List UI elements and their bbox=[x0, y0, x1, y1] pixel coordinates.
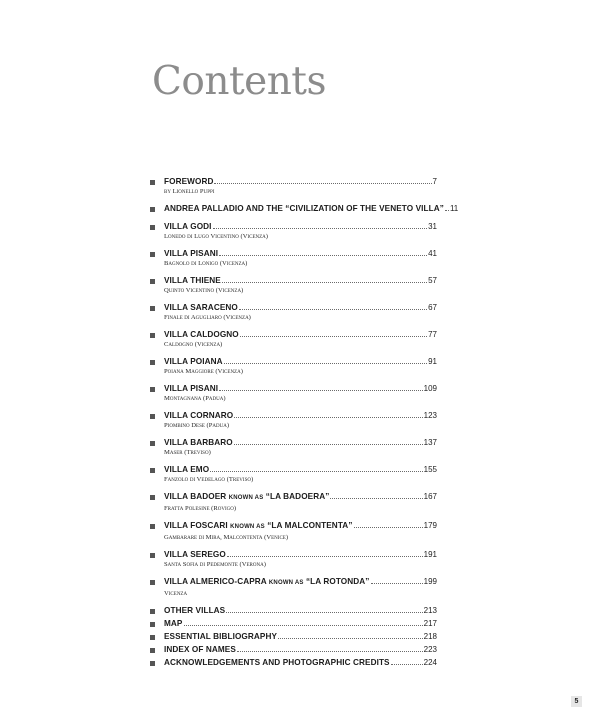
dot-leader bbox=[391, 664, 423, 665]
entry-title-name: VILLA FOSCARI bbox=[164, 521, 228, 530]
entry-subtitle: Piombino Dese (Padua) bbox=[164, 422, 230, 429]
bullet-icon bbox=[150, 279, 155, 284]
page-number: 199 bbox=[423, 577, 437, 586]
bullet-icon bbox=[150, 495, 155, 500]
entry-title: VILLA SEREGO bbox=[164, 550, 226, 559]
bullet-icon bbox=[150, 414, 155, 419]
entry-subtitle: Poiana Maggiore (Vicenza) bbox=[164, 368, 243, 375]
bullet-icon bbox=[150, 524, 155, 529]
page-number: 223 bbox=[423, 645, 437, 654]
page-title: Contents bbox=[152, 59, 326, 104]
bullet-icon bbox=[150, 468, 155, 473]
entry-title: VILLA SARACENO bbox=[164, 303, 238, 312]
toc-entry-bibliography[interactable] bbox=[150, 631, 437, 642]
table-of-contents bbox=[150, 176, 459, 670]
entry-title: VILLA CORNARO bbox=[164, 411, 234, 420]
bullet-icon bbox=[150, 622, 155, 627]
bullet-icon bbox=[150, 609, 155, 614]
entry-subtitle: Finale di Agugliaro (Vicenza) bbox=[164, 314, 251, 321]
entry-title bbox=[164, 491, 329, 504]
bullet-icon bbox=[150, 180, 155, 185]
dot-leader bbox=[354, 527, 423, 528]
page-number: 123 bbox=[423, 411, 437, 420]
toc-entry-index-of-names[interactable] bbox=[150, 644, 437, 655]
dot-leader bbox=[227, 556, 423, 557]
known-as-label: KNOWN AS bbox=[228, 495, 264, 501]
entry-title-name: VILLA ALMERICO-CAPRA bbox=[164, 577, 267, 586]
page-number: 57 bbox=[428, 276, 437, 285]
toc-entry-villa-serego[interactable] bbox=[150, 549, 437, 569]
page-number: 217 bbox=[423, 619, 437, 628]
bullet-icon bbox=[150, 306, 155, 311]
dot-leader bbox=[330, 498, 422, 499]
dot-leader bbox=[213, 228, 428, 229]
bullet-icon bbox=[150, 661, 155, 666]
toc-entry-villa-badoer[interactable] bbox=[150, 491, 437, 513]
dot-leader bbox=[224, 363, 427, 364]
toc-entry-villa-godi[interactable] bbox=[150, 221, 437, 241]
toc-entry-villa-emo[interactable] bbox=[150, 464, 437, 484]
toc-entry-acknowledgements[interactable] bbox=[150, 657, 437, 668]
toc-entry-villa-pisani-montagnana[interactable] bbox=[150, 383, 437, 403]
known-as-label: KNOWN AS bbox=[230, 524, 265, 530]
dot-leader bbox=[222, 282, 427, 283]
entry-title: VILLA PISANI bbox=[164, 249, 219, 258]
dot-leader bbox=[219, 390, 423, 391]
entry-title: ESSENTIAL BIBLIOGRAPHY bbox=[164, 632, 278, 641]
dot-leader bbox=[219, 255, 427, 256]
bullet-icon bbox=[150, 207, 155, 212]
bullet-icon bbox=[150, 333, 155, 338]
bullet-icon bbox=[150, 441, 155, 446]
page-folio: 5 bbox=[571, 696, 582, 707]
entry-subtitle: Maser (Treviso) bbox=[164, 449, 211, 456]
entry-subtitle: Montagnana (Padua) bbox=[164, 395, 226, 402]
entry-title: ANDREA PALLADIO AND THE “CIVILIZATION OF THE VENETO VILLA” bbox=[164, 204, 444, 213]
entry-subtitle: by Lionello Puppi bbox=[164, 188, 215, 195]
toc-entry-villa-almerico-capra[interactable] bbox=[150, 576, 437, 598]
bullet-icon bbox=[150, 580, 155, 585]
entry-subtitle: Fanzolo di Vedelago (Treviso) bbox=[164, 476, 254, 483]
toc-entry-palladio[interactable] bbox=[150, 203, 459, 214]
bullet-icon bbox=[150, 648, 155, 653]
page-number: 179 bbox=[423, 521, 437, 530]
toc-entry-foreword[interactable] bbox=[150, 176, 437, 196]
page-number: 109 bbox=[423, 384, 437, 393]
dot-leader bbox=[239, 309, 427, 310]
page-number: 67 bbox=[428, 303, 437, 312]
toc-entry-villa-foscari[interactable] bbox=[150, 520, 437, 542]
toc-entry-other-villas[interactable] bbox=[150, 605, 437, 616]
entry-title: FOREWORD bbox=[164, 177, 214, 186]
page-number: 11 bbox=[449, 204, 459, 213]
dot-leader bbox=[234, 444, 423, 445]
page-number: 191 bbox=[423, 550, 437, 559]
toc-entry-villa-caldogno[interactable] bbox=[150, 329, 437, 349]
entry-subtitle: Lonedo di Lugo Vicentino (Vicenza) bbox=[164, 233, 268, 240]
entry-title: VILLA EMO bbox=[164, 465, 210, 474]
entry-title: INDEX OF NAMES bbox=[164, 645, 236, 654]
page-number: 91 bbox=[428, 357, 437, 366]
bullet-icon bbox=[150, 252, 155, 257]
bullet-icon bbox=[150, 387, 155, 392]
entry-subtitle: Caldogno (Vicenza) bbox=[164, 341, 223, 348]
bullet-icon bbox=[150, 553, 155, 558]
known-as-label: KNOWN AS bbox=[268, 580, 304, 586]
page-number: 167 bbox=[423, 492, 437, 501]
dot-leader bbox=[210, 471, 422, 472]
entry-subtitle: Vicenza bbox=[164, 590, 188, 597]
dot-leader bbox=[278, 638, 423, 639]
entry-title: MAP bbox=[164, 619, 183, 628]
entry-title: VILLA POIANA bbox=[164, 357, 223, 366]
entry-title: VILLA GODI bbox=[164, 222, 212, 231]
entry-title-alt: “LA ROTONDA” bbox=[305, 577, 370, 586]
toc-entry-villa-barbaro[interactable] bbox=[150, 437, 437, 457]
dot-leader bbox=[445, 210, 449, 211]
entry-subtitle: Santa Sofia di Pedemonte (Verona) bbox=[164, 561, 266, 568]
page-number: 213 bbox=[423, 606, 437, 615]
page-number: 31 bbox=[428, 222, 437, 231]
dot-leader bbox=[237, 651, 423, 652]
entry-title: ACKNOWLEDGEMENTS AND PHOTOGRAPHIC CREDITS bbox=[164, 658, 390, 667]
toc-entry-villa-thiene[interactable] bbox=[150, 275, 437, 295]
entry-title: VILLA BARBARO bbox=[164, 438, 233, 447]
bullet-icon bbox=[150, 225, 155, 230]
entry-title-alt: “LA BADOERA” bbox=[265, 492, 330, 501]
entry-title bbox=[164, 576, 370, 589]
page-number: 218 bbox=[423, 632, 437, 641]
page-number: 41 bbox=[428, 249, 437, 258]
page-number: 224 bbox=[423, 658, 437, 667]
entry-subtitle: Gambarare di Mira, Malcontenta (Venice) bbox=[164, 534, 289, 541]
entry-subtitle: Bagnolo di Lonigo (Vicenza) bbox=[164, 260, 248, 267]
page-number: 137 bbox=[423, 438, 437, 447]
dot-leader bbox=[234, 417, 422, 418]
dot-leader bbox=[184, 625, 423, 626]
dot-leader bbox=[226, 612, 422, 613]
page-number: 7 bbox=[432, 177, 437, 186]
toc-entry-villa-saraceno[interactable] bbox=[150, 302, 437, 322]
dot-leader bbox=[240, 336, 427, 337]
bullet-icon bbox=[150, 635, 155, 640]
entry-subtitle: Fratta Polesine (Rovigo) bbox=[164, 505, 237, 512]
bullet-icon bbox=[150, 360, 155, 365]
entry-subtitle: Quinto Vicentino (Vicenza) bbox=[164, 287, 244, 294]
toc-entry-map[interactable] bbox=[150, 618, 437, 629]
entry-title-name: VILLA BADOER bbox=[164, 492, 227, 501]
toc-entry-villa-pisani-bagnolo[interactable] bbox=[150, 248, 437, 268]
entry-title: VILLA THIENE bbox=[164, 276, 221, 285]
toc-entry-villa-cornaro[interactable] bbox=[150, 410, 437, 430]
entry-title bbox=[164, 520, 353, 533]
dot-leader bbox=[371, 583, 423, 584]
entry-title: VILLA CALDOGNO bbox=[164, 330, 239, 339]
page-number: 77 bbox=[428, 330, 437, 339]
entry-title: OTHER VILLAS bbox=[164, 606, 226, 615]
dot-leader bbox=[214, 183, 431, 184]
entry-title: VILLA PISANI bbox=[164, 384, 219, 393]
entry-title-alt: “LA MALCONTENTA” bbox=[267, 521, 353, 530]
page-number: 155 bbox=[423, 465, 437, 474]
toc-entry-villa-poiana[interactable] bbox=[150, 356, 437, 376]
